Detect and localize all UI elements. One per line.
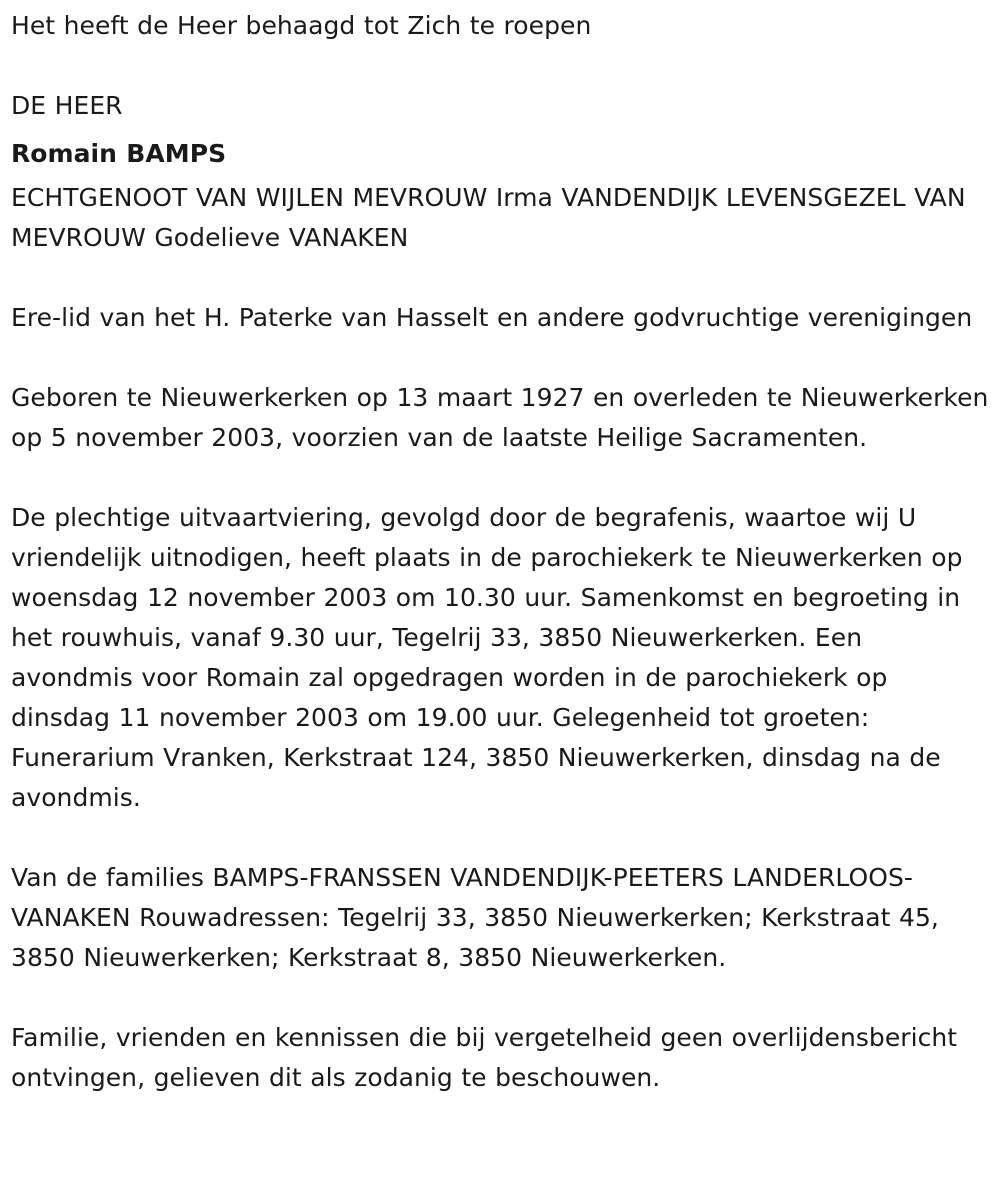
families-text: Van de families BAMPS-FRANSSEN VANDENDIJK-PEETERS LANDERLOOS-VANAKEN Rouwadressen: Tegelrij 33, 3850 Nieuwerkerken; Kerkstraat 45, 3850 Nieuwerkerken; Kerkstraat 8, 3850 Nieuwerkerken. [11, 863, 939, 972]
closing-text: Familie, vrienden en kennissen die bij vergetelheid geen overlijdensbericht ontvingen, gelieven dit als zodanig te beschouwen. [11, 1023, 958, 1092]
memberships-text: Ere-lid van het H. Paterke van Hasselt en andere godvruchtige verenigingen [11, 303, 973, 332]
birth-death-text: Geboren te Nieuwerkerken op 13 maart 1927 en overleden te Nieuwerkerken op 5 november 2003, voorzien van de laatste Heilige Sacramenten. [11, 383, 989, 452]
ceremony-text: De plechtige uitvaartviering, gevolgd door de begrafenis, waartoe wij U vriendelijk uitnodigen, heeft plaats in de parochiekerk te Nieuwerkerken op woensdag 12 november 2003 om 10.30 uur. Samenkomst en begroeting in het rouwhuis, vanaf 9.30 uur, Tegelrij 33, 3850 Nieuwerkerken. Een avondmis voor Romain zal opgedragen worden in de parochiekerk op dinsdag 11 november 2003 om 19.00 uur. Gelegenheid tot groeten: Funerarium Vranken, Kerkstraat 124, 3850 Nieuwerkerken, dinsdag na de avondmis. [11, 503, 963, 812]
relations-text: ECHTGENOOT VAN WIJLEN MEVROUW Irma VANDENDIJK LEVENSGEZEL VAN MEVROUW Godelieve VANAKEN [11, 183, 966, 252]
honorific: DE HEER [11, 91, 123, 120]
deceased-name: Romain BAMPS [11, 139, 227, 168]
intro-text: Het heeft de Heer behaagd tot Zich te roepen [11, 11, 592, 40]
